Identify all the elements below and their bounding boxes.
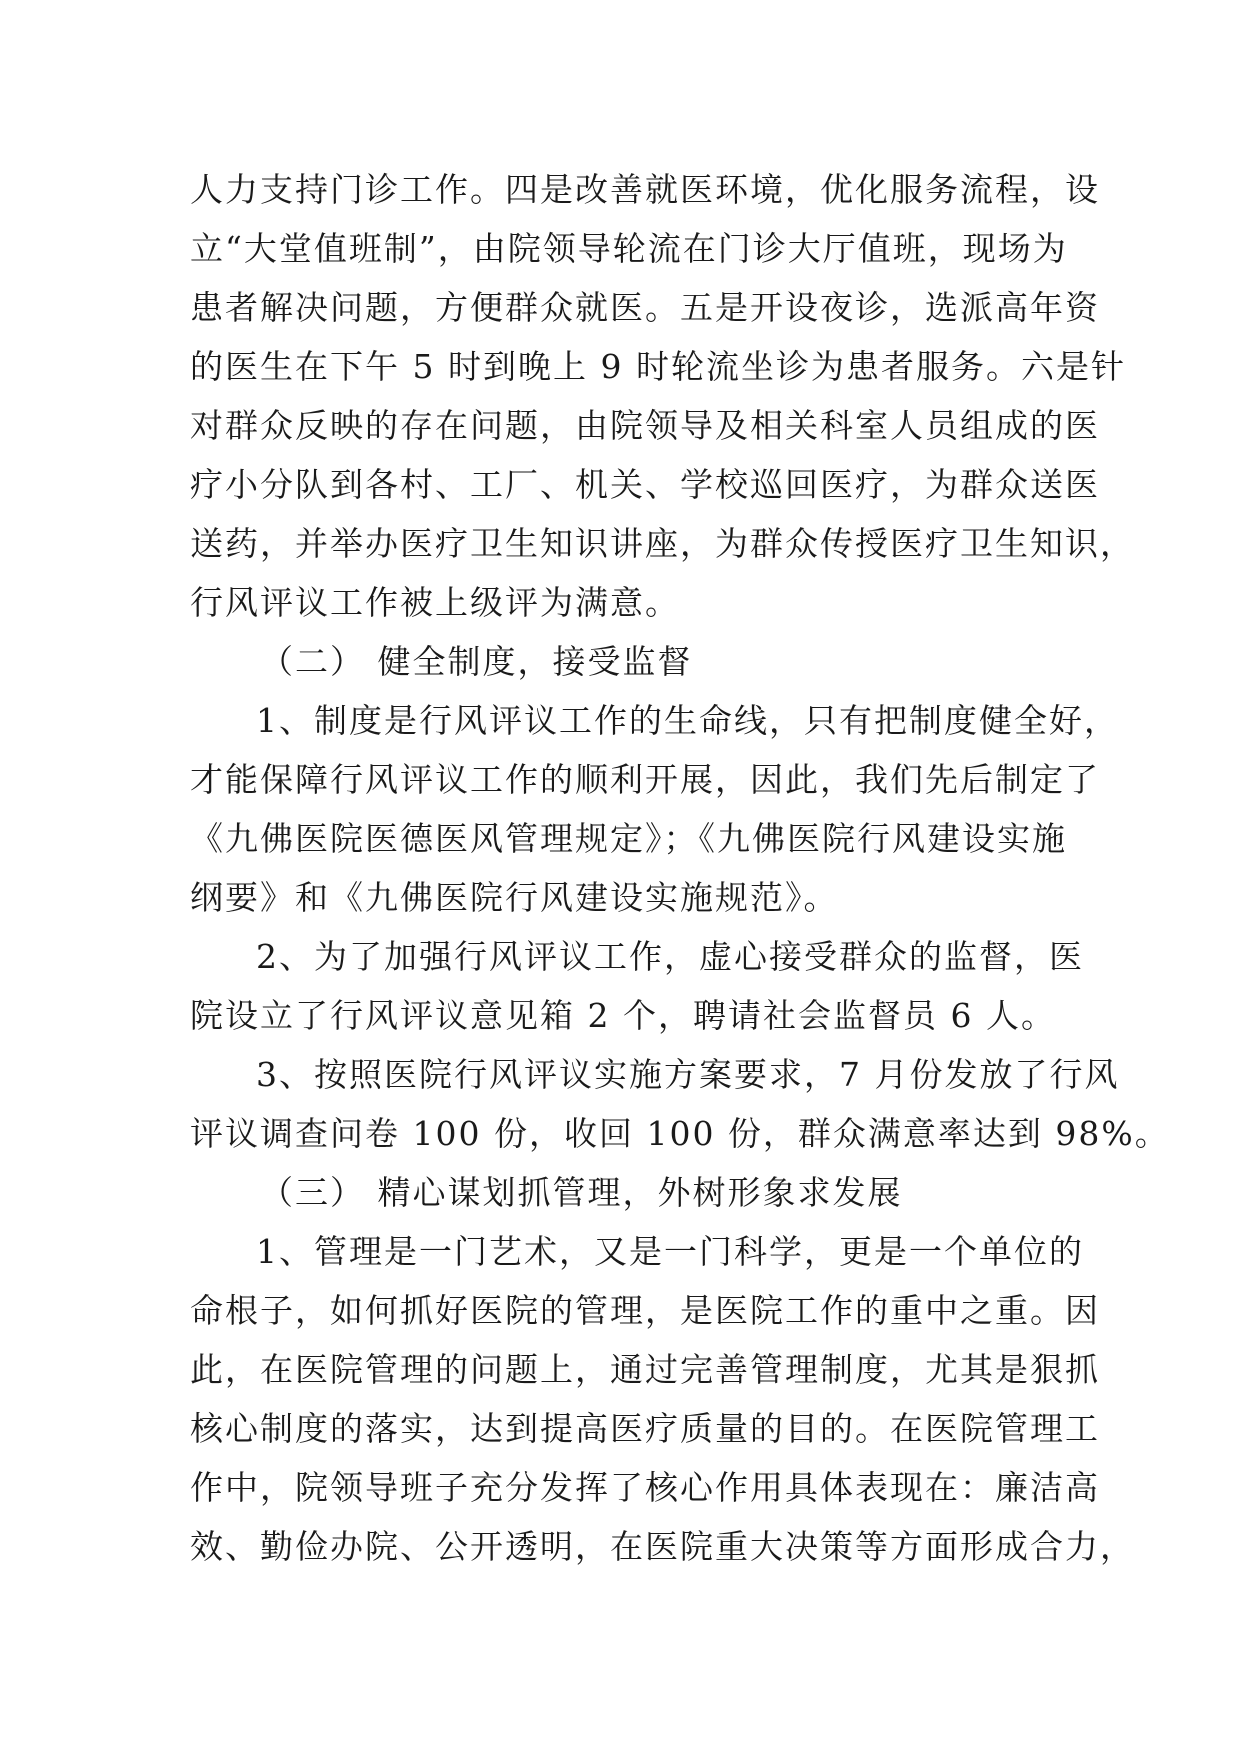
text-line: 核心制度的落实，达到提高医疗质量的目的。在医院管理工 (190, 1409, 1100, 1448)
text-line: 人力支持门诊工作。四是改善就医环境，优化服务流程，设 (190, 170, 1100, 209)
text-line: 患者解决问题，方便群众就医。五是开设夜诊，选派高年资 (190, 288, 1100, 327)
text-line: 效、勤俭办院、公开透明，在医院重大决策等方面形成合力， (190, 1527, 1135, 1566)
section-heading: （二） 健全制度，接受监督 (260, 642, 693, 681)
section-heading: （三） 精心谋划抓管理，外树形象求发展 (260, 1173, 903, 1212)
text-line: 对群众反映的存在问题，由院领导及相关科室人员组成的医 (190, 406, 1100, 445)
text-line: 纲要》和《九佛医院行风建设实施规范》。 (190, 878, 839, 917)
text-line: 命根子，如何抓好医院的管理，是医院工作的重中之重。因 (190, 1291, 1100, 1330)
text-line: 疗小分队到各村、工厂、机关、学校巡回医疗，为群众送医 (190, 465, 1100, 504)
text-line: 才能保障行风评议工作的顺利开展，因此，我们先后制定了 (190, 760, 1100, 799)
text-line: 此，在医院管理的问题上，通过完善管理制度，尤其是狠抓 (190, 1350, 1100, 1389)
text-line: 院设立了行风评议意见箱 2 个，聘请社会监督员 6 人。 (190, 996, 1056, 1035)
paragraph-start: 3、按照医院行风评议实施方案要求，7 月份发放了行风 (256, 1055, 1120, 1094)
text-line: 评议调查问卷 100 份，收回 100 份，群众满意率达到 98%。 (190, 1114, 1170, 1153)
paragraph-start: 2、为了加强行风评议工作，虚心接受群众的监督，医 (256, 937, 1084, 976)
text-line: 《九佛医院医德医风管理规定》；《九佛医院行风建设实施 (190, 819, 1067, 858)
text-line: 行风评议工作被上级评为满意。 (190, 583, 680, 622)
text-line: 立“大堂值班制”，由院领导轮流在门诊大厅值班，现场为 (190, 229, 1068, 268)
text-line: 作中，院领导班子充分发挥了核心作用具体表现在：廉洁高 (190, 1468, 1100, 1507)
paragraph-start: 1、管理是一门艺术，又是一门科学，更是一个单位的 (256, 1232, 1084, 1271)
text-line: 送药，并举办医疗卫生知识讲座，为群众传授医疗卫生知识， (190, 524, 1135, 563)
paragraph-start: 1、制度是行风评议工作的生命线，只有把制度健全好， (256, 701, 1119, 740)
text-line: 的医生在下午 5 时到晚上 9 时轮流坐诊为患者服务。六是针 (190, 347, 1126, 386)
body-text (190, 160, 1170, 1576)
